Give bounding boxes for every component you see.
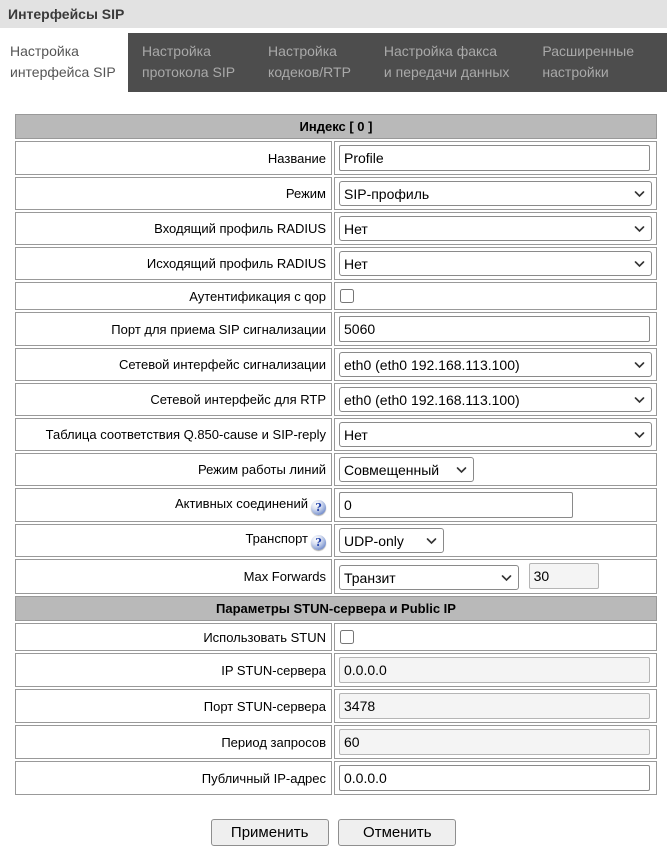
table-row (15, 725, 657, 759)
stun-port-input[interactable] (339, 693, 650, 719)
qop-checkbox[interactable] (340, 289, 354, 303)
qop-label: Аутентификация с qop (15, 282, 332, 310)
name-input[interactable] (339, 145, 650, 171)
table-row (15, 524, 657, 557)
table-row (15, 177, 657, 210)
table-row (15, 282, 657, 310)
transport-label: Транспорт (245, 531, 308, 546)
table-row (15, 653, 657, 687)
table-row (15, 689, 657, 723)
table-row (15, 761, 657, 795)
active-conn-label: Активных соединений (174, 495, 308, 511)
tab-advanced-settings[interactable] (542, 41, 634, 92)
tab-fax-data-settings[interactable] (384, 41, 509, 92)
max-forwards-value-input[interactable] (529, 563, 599, 589)
q850-table-label: Таблица соответствия Q.850-cause и SIP-reply (15, 418, 332, 451)
rtp-iface-label: Сетевой интерфейс для RTP (15, 383, 332, 416)
transport-select[interactable] (339, 528, 444, 553)
tab-label-line: протокола SIP (141, 64, 236, 80)
radius-in-select[interactable] (339, 216, 652, 241)
table-row (15, 383, 657, 416)
inactive-tabs-strip (128, 33, 667, 92)
public-ip-label: Публичный IP-адрес (15, 761, 332, 795)
mode-select[interactable] (339, 181, 652, 206)
q850-table-select[interactable] (339, 422, 652, 447)
tab-label-line: интерфейса SIP (10, 64, 116, 80)
sip-port-label: Порт для приема SIP сигнализации (15, 312, 332, 346)
help-icon[interactable]: ? (311, 500, 326, 515)
table-row (15, 559, 657, 594)
tab-label-line: Настройка факса (383, 43, 498, 59)
tab-label-line: Расширенные (542, 43, 634, 59)
use-stun-label: Использовать STUN (15, 623, 332, 651)
tab-label-line: и передачи данных (383, 64, 510, 80)
tab-bar (0, 33, 667, 92)
sip-port-input[interactable] (339, 316, 650, 342)
stun-section-header: Параметры STUN-сервера и Public IP (15, 596, 657, 621)
tab-sip-protocol-settings[interactable] (142, 41, 235, 92)
table-row (15, 141, 657, 175)
radius-out-label: Исходящий профиль RADIUS (15, 247, 332, 280)
public-ip-input[interactable] (339, 765, 650, 791)
tab-label-line: Настройка (268, 43, 337, 59)
line-mode-select[interactable] (339, 457, 474, 482)
tab-label-line: Настройка (10, 43, 79, 59)
page-title: Интерфейсы SIP (8, 6, 125, 22)
tab-codecs-rtp-settings[interactable] (268, 41, 351, 92)
table-row (15, 247, 657, 280)
stun-period-input[interactable] (339, 729, 650, 755)
form-actions (0, 819, 667, 846)
table-row (15, 623, 657, 651)
radius-in-label: Входящий профиль RADIUS (15, 212, 332, 245)
active-conn-input[interactable] (339, 492, 573, 518)
section-header-row (15, 596, 657, 621)
max-forwards-label: Max Forwards (15, 559, 332, 594)
table-row (15, 488, 657, 522)
help-icon[interactable]: ? (311, 535, 326, 550)
stun-port-label: Порт STUN-сервера (15, 689, 332, 723)
table-row (15, 348, 657, 381)
table-row (15, 418, 657, 451)
cancel-button[interactable]: Отменить (338, 819, 456, 846)
radius-out-select[interactable] (339, 251, 652, 276)
tab-label-line: настройки (542, 64, 609, 80)
name-label: Название (15, 141, 332, 175)
stun-ip-input[interactable] (339, 657, 650, 683)
stun-period-label: Период запросов (15, 725, 332, 759)
table-row (15, 453, 657, 486)
tab-label-line: Настройка (141, 43, 211, 59)
tab-label-line: кодеков/RTP (268, 64, 351, 80)
stun-ip-label: IP STUN-сервера (15, 653, 332, 687)
sip-profile-form-table (13, 112, 659, 797)
index-section-header: Индекс [ 0 ] (15, 114, 657, 139)
tab-sip-interface-settings[interactable] (0, 33, 128, 92)
mode-label: Режим (15, 177, 332, 210)
apply-button[interactable]: Применить (211, 819, 329, 846)
signal-iface-label: Сетевой интерфейс сигнализации (15, 348, 332, 381)
table-row (15, 312, 657, 346)
use-stun-checkbox[interactable] (340, 630, 354, 644)
signal-iface-select[interactable] (339, 352, 652, 377)
table-row (15, 212, 657, 245)
line-mode-label: Режим работы линий (15, 453, 332, 486)
rtp-iface-select[interactable] (339, 387, 652, 412)
max-forwards-select[interactable] (339, 565, 519, 590)
page-header (0, 0, 667, 28)
section-header-row (15, 114, 657, 139)
